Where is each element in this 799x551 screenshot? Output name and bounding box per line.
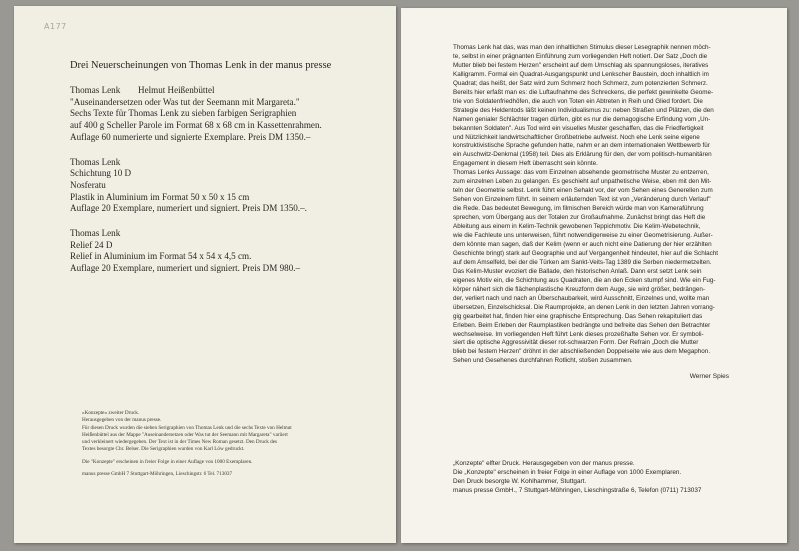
essay-line: wechselweise. Im vorliegenden Heft führt Lenk dieses prozeßhafte Sehen vor. Er symboli- xyxy=(453,330,704,338)
item-3-line: Auflage 20 Exemplare, numeriert und signiert. Preis DM 980.– xyxy=(70,263,301,274)
item-2-line: Nosferatu xyxy=(70,179,106,190)
essay-line: Bereits hier erfaßt man es: die Luftaufnahme des Schreckens, die perfekt gewinkelte Geome- xyxy=(453,88,714,96)
left-colophon-line: Textes besorgte Chr. Belser. Die Serigraphien wurden von Karl Löw gedruckt. xyxy=(82,446,245,453)
essay-line: Thomas Lenk hat das, was man den inhaltlichen Stimulus dieser Lesegraphik nennen möch- xyxy=(453,44,711,51)
left-colophon-line: und verkleinert wiedergegeben. Der Text ist in der Times New Roman gesetzt. Den Druck des xyxy=(82,439,278,446)
essay-line: Quadrat; das heißt, der Satz wird zum Schmerz hoch Schmerz, zum potenzierten Schmerz. xyxy=(453,79,708,87)
essay-line: eigenes Motiv ein, die Schichtung aus Quadraten, die an den Ecken stumpf sind. Wie ein Fug- xyxy=(453,276,716,284)
essay-line: ein Auschwitz-Denkmal (1958) teil. Dies als Erklärung für den, der vom politisch-humanitären xyxy=(453,151,712,159)
left-colophon-line: »Konzepte« zweiter Druck. xyxy=(82,410,140,416)
essay-line: übersetzen, Einzelschicksal. Die Raumprojekte, an denen Lenk in den letzten Jahren vorrang- xyxy=(453,303,715,311)
item-1-line: Sechs Texte für Thomas Lenk zu sieben farbigen Serigraphien xyxy=(70,108,297,119)
right-colophon-line: manus presse GmbH., 7 Stuttgart-Möhringen, Lieschingstraße 6, Telefon (0711) 713037 xyxy=(453,487,702,495)
essay-line: blieb bei festem Herzen" dröhnt in der abschließenden Doppelseite wie aus dem Megaphon. xyxy=(453,348,711,356)
item-1-line: "Auseinandersetzen oder Was tut der Seemann mit Margareta." xyxy=(70,96,300,107)
item-1-line: auf 400 g Scheller Parole im Format 68 x 68 cm in Kassettenrahmen. xyxy=(70,120,322,131)
right-colophon-line: „Konzepte" elfter Druck. Herausgegeben von der manus presse. xyxy=(453,460,635,467)
item-2-line: Plastik in Aluminium im Format 50 x 50 x 15 cm xyxy=(70,191,250,202)
item-1-authors xyxy=(70,85,376,97)
essay-line: wie die Fachleute uns unterweisen, führt notwendigerweise zu einer Geometrisierung. Außer- xyxy=(453,232,713,240)
right-colophon-line: Die „Konzepte" erscheinen in freier Folge in einer Auflage von 1000 Exemplaren. xyxy=(453,469,682,477)
essay-line: Strategie des Heldentods läßt keinen Individualismus zu: neben Straßen und Plätzen, die den xyxy=(453,106,714,114)
item-3-line: Relief in Aluminium im Format 54 x 54 x 4,5 cm. xyxy=(70,251,252,262)
essay-line: gig gearbeitet hat, finden hier eine graphische Entsprechung. Das Sehen rekapituliert das xyxy=(453,312,703,320)
item-1-author-2: Helmut Heißenbüttel xyxy=(138,85,215,95)
author-signature: Werner Spies xyxy=(689,373,729,381)
left-colophon-line: Für diesen Druck wurden die sieben Serigraphien von Thomas Lenk und die sechs Texte von Helmut xyxy=(82,424,292,431)
left-page-title: Drei Neuerscheinungen von Thomas Lenk in der manus presse xyxy=(70,60,332,71)
essay-line: Sehen von Einzelnem führt. In seinem erläuternden Text ist von „Veränderung durch Verlauf" xyxy=(453,196,711,204)
left-colophon-line: Herausgegeben von der manus presse. xyxy=(82,417,162,424)
item-2-line: Thomas Lenk xyxy=(70,156,121,167)
item-1-line: Auflage 60 numerierte und signierte Exemplare. Preis DM 1350.– xyxy=(70,131,311,142)
essay-line: Sehen und Gesehenes durchfahren Rotlicht, stoßen zusammen. xyxy=(453,357,633,365)
item-2-line: Schichtung 10 D xyxy=(70,168,132,179)
essay-line: bekannten Soldaten". Aus Tod wird ein visuelles Muster geschaffen, das die Friedfertigkeit xyxy=(453,124,704,132)
essay-line: Erleben. Beim Erleben der Raumplastiken bedrängte und befreite das Sehen den Betrachter xyxy=(453,321,711,329)
essay-line: auf dem Amselfeld, bei der die Türken am Sankt-Veits-Tag 1389 die Serben niedermetzelten. xyxy=(453,258,712,266)
essay-line: Kalligramm. Formal ein Quadrat-Ausgangspunkt und Lenkscher Baustein, doch inhaltlich im xyxy=(453,70,709,78)
essay-line: und Nützlichkeit landwirtschaftlicher Großbetriebe aufweist. Noch ehe Lenk seine eigene xyxy=(453,133,700,141)
left-colophon xyxy=(82,410,382,478)
essay-line: te, selbst in einer prägnanten Einführung zum vorliegenden Heft notiert. Der Satz „Doch die xyxy=(453,52,708,60)
left-colophon-edition: Die "Konzepte" erscheinen in freier Folge in einer Auflage von 1000 Exemplaren. xyxy=(82,458,253,465)
essay-line: Ableitung aus einem in Kelim-Technik gewobenen Teppichmotiv. Die Kelim-Webetechnik, xyxy=(453,223,701,231)
essay-line: Geschichte bringt) stark auf Geographie und auf Vergangenheit hindeutet, hier auf die Schlacht xyxy=(453,249,718,257)
essay-line: der, verliert nach und nach an Überschaubarkeit, wird Ausschnitt, Einzelnes und, wollte man xyxy=(453,294,710,302)
essay-line: konstruktivistische Sprache gefunden hatte, nahm er an dem internationalen Wettbewerb für xyxy=(453,142,710,150)
essay-line: Thomas Lenks Aussage: das vom Einzelnen absehende geometrische Muster zu entzerren, xyxy=(453,169,709,177)
item-3-line: Thomas Lenk xyxy=(70,228,121,239)
essay-line: zum einzelnen Leben zu gelangen. Es geschieht auf unpathetische Weise, eben mit den Mit- xyxy=(453,178,712,186)
essay-line: Mutter blieb bei festem Herzen" erscheint auf dem Umschlag als spannungsloses, iteratives xyxy=(453,61,709,69)
item-3-block xyxy=(70,228,376,275)
essay-line: körper nähert sich die flächenplastische Kreuzform dem Auge, sie wird größer, bedrängen- xyxy=(453,285,706,293)
item-3-line: Relief 24 D xyxy=(70,239,113,250)
left-colophon-address: manus presse GmbH 7 Stuttgart-Möhringen, Lieschingstr. 6 Tel. 713037 xyxy=(82,471,233,478)
essay-line: trie von Soldatenfriedhöfen, die auch von Toten ein Abtreten in Reih und Glied fordert. Die xyxy=(453,97,703,105)
pencil-note: A177 xyxy=(44,22,67,31)
item-1-block xyxy=(70,85,376,144)
right-colophon-line: Den Druck besorgte W. Kohlhammer, Stuttgart. xyxy=(453,478,587,486)
item-1-author-1: Thomas Lenk xyxy=(70,85,121,95)
essay-line: dem könnte man sagen, daß der Kelim (wenn er auch nicht eine Datierung der hier erzählten xyxy=(453,240,712,248)
essay-line: siert die optische Aggressivität dieser rot-schwarzen Form. Der Refrain „Doch die Mutter xyxy=(453,339,699,347)
essay-line: teln der Geometrie selbst. Lenk führt einen Sehakt vor, der vom Sehen eines Generellen zum xyxy=(453,187,713,195)
left-page xyxy=(14,6,396,543)
essay-text xyxy=(453,44,773,366)
essay-line: Namen genialer Schlächter tragen dürfen, gibt es nur die demagogische Erfindung vom „Un- xyxy=(453,115,711,123)
left-colophon-line: Heißenbüttel aus der Mappe "Auseinandersetzen oder Was tut der Seemann mit Margareta" variiert xyxy=(82,431,288,438)
item-2-line: Auflage 20 Exemplare, numeriert und signiert. Preis DM 1350.–. xyxy=(70,203,307,214)
right-page xyxy=(401,8,787,543)
essay-line: die Rede. Das bedeutet Bewegung, im filmischen Bereich würde man von Kameraführung xyxy=(453,205,704,213)
item-2-block xyxy=(70,157,376,216)
right-colophon xyxy=(453,459,773,495)
essay-line: Engagement in diesem Heft überrascht sein könnte. xyxy=(453,160,598,168)
essay-line: sprechen, vom Übergang aus der Totalen zur Großaufnahme. Zunächst bringt das Heft die xyxy=(453,214,706,222)
essay-line: Das Kelim-Muster evoziert die Ballade, den historischen Anlaß. Dann erst setzt Lenk sein xyxy=(453,267,702,275)
